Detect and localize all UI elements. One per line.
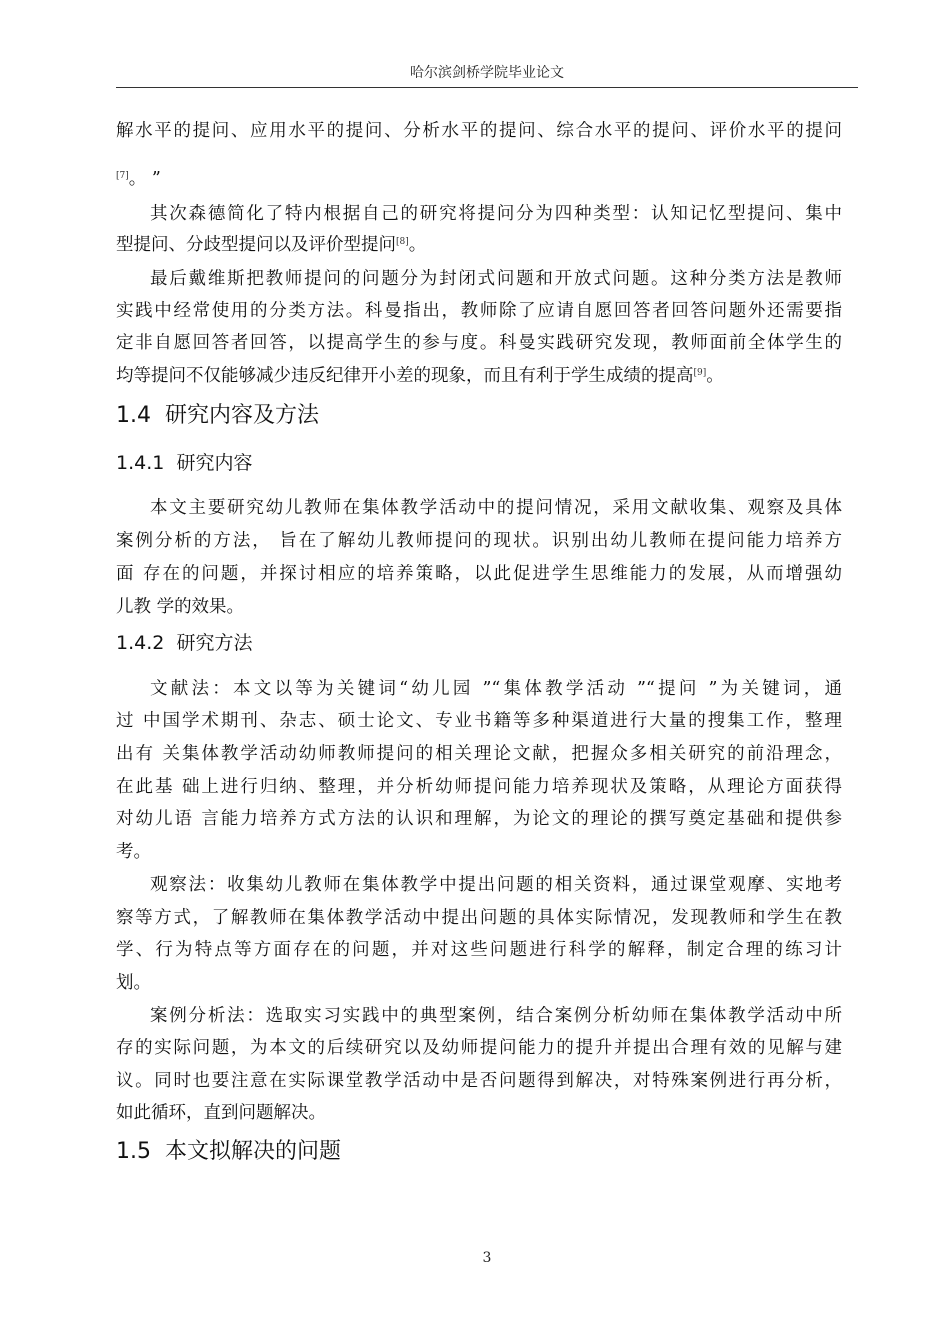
citation: [8] xyxy=(396,237,409,247)
page-number: 3 xyxy=(482,1250,492,1266)
text-line: 出有 关集体教学活动幼师教师提问的相关理论文献，把握众多相关研究的前沿理念， xyxy=(116,744,842,764)
text-line: 面 存在的问题，并探讨相应的培养策略，以此促进学生思维能力的发展，从而增强幼 xyxy=(116,564,842,584)
text-line: 存的实际问题，为本文的后续研究以及幼师提问能力的提升并提出合理有效的见解与建 xyxy=(116,1038,842,1058)
text-line: 实践中经常使用的分类方法。科曼指出，教师除了应请自愿回答者回答问题外还需要指 xyxy=(116,301,842,321)
text-line: 议。同时也要注意在实际课堂教学活动中是否问题得到解决，对特殊案例进行再分析， xyxy=(116,1071,842,1091)
citation: [7] xyxy=(116,171,129,181)
text-line: 解水平的提问、应用水平的提问、分析水平的提问、综合水平的提问、评价水平的提问 xyxy=(116,121,842,141)
text-line: 观察法：收集幼儿教师在集体教学中提出问题的相关资料，通过课堂观摩、实地考 xyxy=(150,875,842,895)
text-line: 案例分析法：选取实习实践中的典型案例，结合案例分析幼师在集体教学活动中所 xyxy=(150,1006,842,1026)
header-rule xyxy=(116,87,858,88)
subsection-heading: 1.4.2 研究方法 xyxy=(116,632,253,654)
text-line: 型提问、分歧型提问以及评价型提问[8]。 xyxy=(116,235,427,255)
text-line: 如此循环，直到问题解决。 xyxy=(116,1103,326,1123)
text-line: 在此基 础上进行归纳、整理，并分析幼师提问能力培养现状及策略，从理论方面获得 xyxy=(116,777,842,797)
running-header: 哈尔滨剑桥学院毕业论文 xyxy=(410,65,564,81)
text-line: 其次森德简化了特内根据自己的研究将提问分为四种类型：认知记忆型提问、集中 xyxy=(150,204,842,224)
section-heading: 1.4 研究内容及方法 xyxy=(116,403,320,428)
text-line: 学、行为特点等方面存在的问题，并对这些问题进行科学的解释，制定合理的练习计 xyxy=(116,940,842,960)
citation: [9] xyxy=(693,368,707,378)
text-line: 最后戴维斯把教师提问的问题分为封闭式问题和开放式问题。这种分类方法是教师 xyxy=(150,269,842,289)
text-line: 察等方式，了解教师在集体教学活动中提出问题的具体实际情况，发现教师和学生在教 xyxy=(116,908,842,928)
text-line: 划。 xyxy=(116,973,151,993)
section-heading: 1.5 本文拟解决的问题 xyxy=(116,1139,342,1164)
text-line: 对幼儿语 言能力培养方式方法的认识和理解，为论文的理论的撰写奠定基础和提供参 xyxy=(116,809,842,829)
text-line: 过 中国学术期刊、杂志、硕士论文、专业书籍等多种渠道进行大量的搜集工作，整理 xyxy=(116,711,842,731)
text-line: 案例分析的方法， 旨在了解幼儿教师提问的现状。识别出幼儿教师在提问能力培养方 xyxy=(116,531,842,551)
text-line: [7]。 ” xyxy=(116,169,161,189)
text-line: 均等提问不仅能够减少违反纪律开小差的现象，而且有利于学生成绩的提高[9]。 xyxy=(116,366,724,386)
text-line: 文献法：本文以等为关键词“幼儿园 ”“集体教学活动 ”“提问 ”为关键词，通 xyxy=(150,679,842,699)
text-line: 考。 xyxy=(116,842,151,862)
text-line: 本文主要研究幼儿教师在集体教学活动中的提问情况，采用文献收集、观察及具体 xyxy=(150,498,842,518)
text-line: 定非自愿回答者回答，以提高学生的参与度。科曼实践研究发现，教师面前全体学生的 xyxy=(116,333,842,353)
subsection-heading: 1.4.1 研究内容 xyxy=(116,452,253,474)
text-line: 儿教 学的效果。 xyxy=(116,597,245,617)
